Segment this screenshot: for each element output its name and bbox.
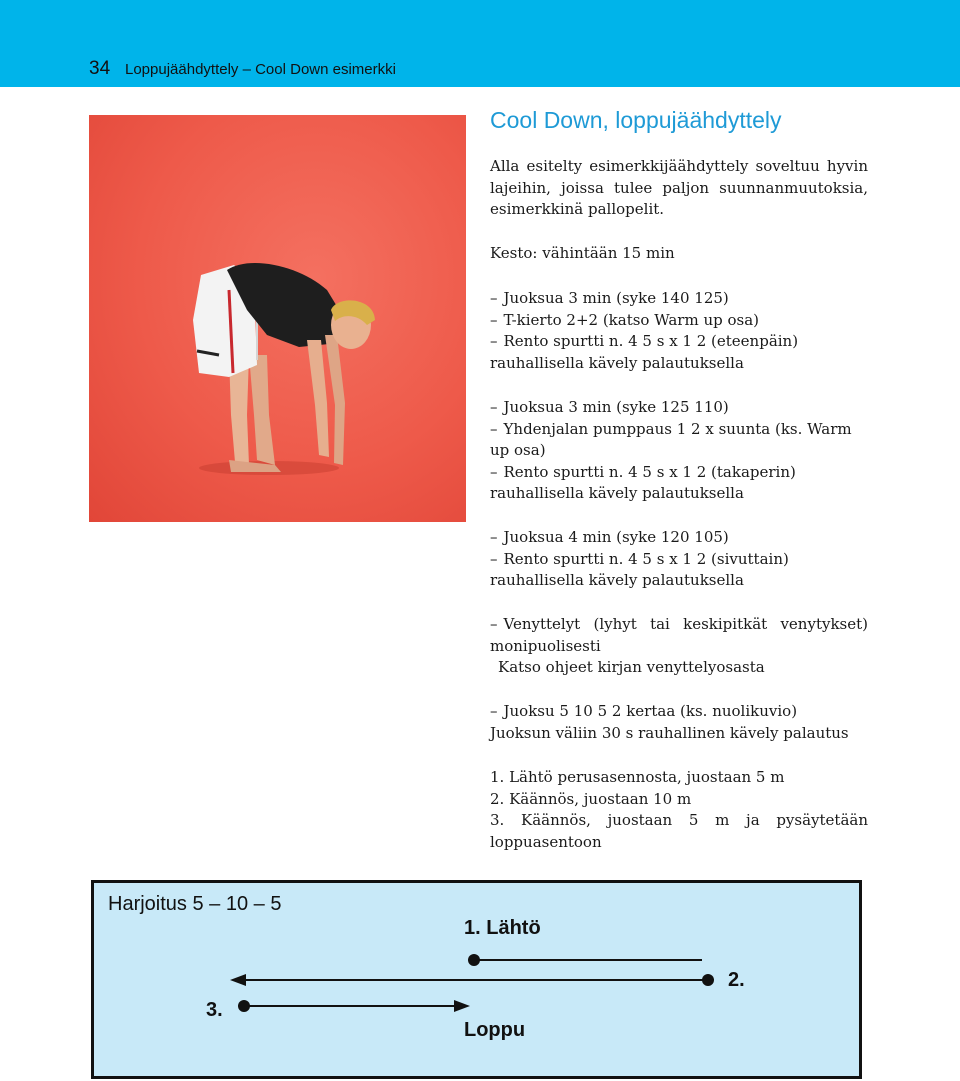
list-item — [490, 462, 868, 484]
list-item — [490, 397, 868, 419]
list-item-text: Yhdenjalan pumppaus 1 2 x suunta (ks. Warm up osa) — [490, 419, 852, 459]
list-item-continuation: rauhallisella kävely palautuksella — [490, 484, 744, 502]
list-item-text: Juoksua 3 min (syke 140 125) — [503, 289, 729, 307]
dash-glyph: – — [490, 419, 498, 438]
exercise-block-5 — [490, 701, 868, 744]
list-item-text: Venyttelyt (lyhyt tai keskipitkät venytykset) monipuolisesti — [490, 615, 868, 655]
list-item — [490, 614, 868, 657]
running-head: Loppujäähdyttely – Cool Down esimerkki — [125, 61, 396, 78]
list-item — [490, 288, 868, 310]
exercise-block-2 — [490, 397, 868, 505]
list-item-text: Rento spurtti n. 4 5 s x 1 2 (sivuttain) — [503, 549, 789, 568]
arrow-two-to-three — [230, 974, 708, 986]
drill-diagram — [91, 880, 862, 1079]
list-item — [490, 527, 868, 549]
list-item — [490, 701, 868, 723]
list-item-continuation: Katso ohjeet kirjan venyttelyosasta — [498, 658, 765, 676]
section-title: Cool Down, loppujäähdyttely — [490, 107, 782, 133]
list-item-continuation: rauhallisella kävely palautuksella — [490, 353, 744, 372]
list-item — [490, 310, 868, 332]
list-item — [490, 331, 868, 353]
stretching-photo — [89, 115, 466, 522]
step-item: 1. Lähtö perusasennosta, juostaan 5 m — [490, 768, 785, 786]
diagram-title: Harjoitus 5 – 10 – 5 — [108, 893, 282, 915]
dash-glyph: – — [490, 528, 498, 546]
dash-glyph: – — [490, 462, 498, 481]
step-item: 3. Käännös, juostaan 5 m ja pysäytetään loppuasentoon — [490, 811, 868, 851]
label-end: Loppu — [464, 1019, 526, 1041]
page-number: 34 — [89, 58, 111, 79]
list-item-text: Juoksua 4 min (syke 120 105) — [503, 528, 729, 546]
dash-glyph: – — [490, 702, 498, 720]
dash-glyph: – — [490, 398, 498, 416]
label-three: 3. — [206, 999, 223, 1021]
list-item — [490, 549, 868, 571]
label-two: 2. — [728, 969, 745, 991]
dash-glyph: – — [490, 310, 498, 329]
run-arrows — [94, 883, 859, 1076]
duration-text: Kesto: vähintään 15 min — [490, 244, 675, 262]
list-item-text: Rento spurtti n. 4 5 s x 1 2 (takaperin) — [503, 462, 796, 481]
list-item-continuation: rauhallisella kävely palautuksella — [490, 571, 744, 589]
arrow-three-to-end — [238, 1000, 470, 1012]
dash-glyph: – — [490, 289, 498, 307]
step-item: 2. Käännös, juostaan 10 m — [490, 789, 692, 808]
intro-paragraph: Alla esitelty esimerkkijäähdyttely soveltuu hyvin lajeihin, joissa tulee paljon suunnanmuutoksia, esimerkkinä pallopelit. — [490, 157, 868, 218]
list-item-text: T-kierto 2+2 (katso Warm up osa) — [503, 310, 760, 329]
person-forward-bend-illustration — [89, 115, 466, 522]
list-item-continuation: Juoksun väliin 30 s rauhallinen kävely palautus — [490, 723, 849, 742]
arrow-start-to-two — [468, 954, 714, 986]
list-item-text: Juoksua 3 min (syke 125 110) — [503, 398, 729, 416]
label-start: 1. Lähtö — [464, 917, 541, 939]
exercise-block-3 — [490, 527, 868, 592]
dash-glyph: – — [490, 549, 498, 568]
list-item-text: Rento spurtti n. 4 5 s x 1 2 (eteenpäin) — [503, 332, 799, 350]
list-item-text: Juoksu 5 10 5 2 kertaa (ks. nuolikuvio) — [503, 702, 798, 720]
exercise-block-4 — [490, 614, 868, 679]
list-item — [490, 419, 868, 462]
steps-list — [490, 767, 868, 853]
exercise-block-1 — [490, 288, 868, 374]
dash-glyph: – — [490, 615, 498, 633]
dash-glyph: – — [490, 332, 498, 350]
